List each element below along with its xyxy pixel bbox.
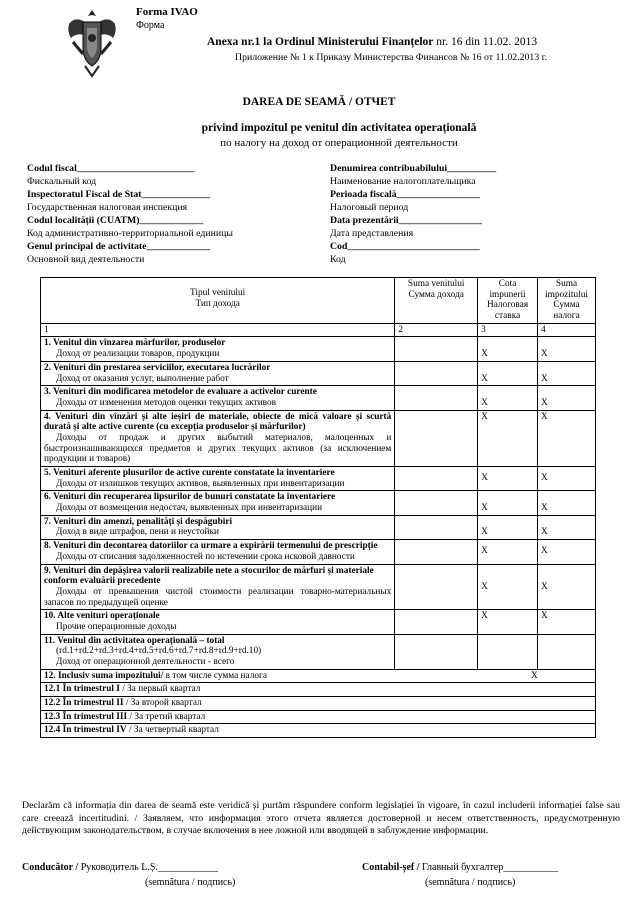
quarter-label-ru: / За первый квартал <box>119 684 201 695</box>
field-tax-inspectorate[interactable]: Inspectoratul Fiscal de Stat______________ <box>27 189 211 200</box>
table-row <box>41 540 596 564</box>
row-label-ru: Доходы от продаж и других выбытий материалов, малоценных и быстроизнашивающихся предметов и других текущих активов (за исключением продукции и товаров) <box>44 432 392 465</box>
row-rate-cell <box>478 337 538 361</box>
quarter-label-ro: 12.4 În trimestrul IV <box>44 725 127 736</box>
row-label-ro: 7. Venituri din amenzi, penalități și despăgubiri <box>44 516 233 527</box>
field-fiscal-code-ru: Фискальный код <box>27 176 97 187</box>
annex-ro <box>207 36 537 49</box>
row-rate-cell <box>478 361 538 385</box>
x-mark: X <box>541 503 548 514</box>
row-label <box>41 515 395 539</box>
row-sum-cell[interactable] <box>395 610 478 634</box>
row-rate-cell <box>478 515 538 539</box>
accountant-label-ro: Contabil-șef / <box>362 862 420 873</box>
row-rate-cell <box>478 491 538 515</box>
annex-ro-bold: Anexa nr.1 la Ordinul Ministerului Finanțelor <box>207 36 434 48</box>
row-rate-cell <box>478 540 538 564</box>
header-tax-sum-ro: Suma impozitului <box>545 279 588 300</box>
table-row-total <box>41 634 596 669</box>
quarter-label-ru: / За четвертый квартал <box>126 725 219 736</box>
row-tax-cell <box>538 515 596 539</box>
row-label-ro: 2. Venituri din prestarea serviciilor, executarea lucrărilor <box>44 362 271 373</box>
field-submission-date-ru: Дата представления <box>330 228 414 239</box>
row-rate-cell <box>478 410 538 466</box>
quarter-row-cell[interactable] <box>41 683 596 697</box>
row-label-ro: 6. Venituri din recuperarea lipsurilor de bunuri constatate la inventariere <box>44 492 336 503</box>
field-submission-date[interactable]: Data prezentării_________________ <box>330 215 482 226</box>
table-row <box>41 515 596 539</box>
row-label <box>41 564 395 610</box>
total-tax-cell <box>538 634 596 669</box>
x-mark: X <box>481 527 488 538</box>
field-code[interactable]: Cod___________________________ <box>330 241 480 252</box>
row-tax-cell <box>538 361 596 385</box>
leader-signature[interactable] <box>22 862 218 874</box>
x-mark: X <box>481 373 488 384</box>
accountant-signature-caption: (semnătura / подпись) <box>425 877 516 888</box>
row-label <box>41 361 395 385</box>
quarter-row-cell[interactable] <box>41 724 596 738</box>
row-label-ru: Доходы от изменения методов оценки текущих активов <box>56 397 277 408</box>
row-label-ru: Доход от реализации товаров, продукции <box>56 349 220 360</box>
field-code-ru: Код <box>330 254 346 265</box>
x-mark: X <box>481 546 488 557</box>
row-label-ru: Доходы от превышения чистой стоимости реализации товарно-материальных запасов по предыдущей оценке <box>44 586 392 608</box>
field-locality-code-ru: Код административно-территориальной единицы <box>27 228 233 239</box>
row-sum-cell[interactable] <box>395 491 478 515</box>
header-tax-sum <box>538 278 596 324</box>
col-num-2: 2 <box>395 323 478 337</box>
header-income-type-ru: Тип дохода <box>195 298 240 309</box>
table-row <box>41 491 596 515</box>
field-activity-ru: Основной вид деятельности <box>27 254 145 265</box>
row-label-ro: 5. Venituri aferente plusurilor de active curente constatate la inventariere <box>44 468 335 478</box>
row-rate-cell <box>478 564 538 610</box>
row-tax-cell <box>538 564 596 610</box>
row-label <box>41 386 395 410</box>
row-label-ru: Прочие операционные доходы <box>56 621 177 632</box>
tax-row-cell <box>41 669 596 683</box>
row-label-ru: Доход от оказания услуг, выполнение работ <box>56 373 229 384</box>
row-rate-cell <box>478 610 538 634</box>
row-tax-cell <box>538 610 596 634</box>
x-mark: X <box>541 527 548 538</box>
x-mark: X <box>481 503 488 514</box>
header-tax-rate-ro: Cota impunerii <box>489 279 526 300</box>
annex-ro-rest: nr. 16 din 11.02. 2013 <box>433 36 538 48</box>
header-income-type-ro: Tipul venitului <box>190 288 246 298</box>
quarter-label-ru: / За второй квартал <box>123 698 202 709</box>
row-sum-cell[interactable] <box>395 410 478 466</box>
table-row <box>41 337 596 361</box>
table-row <box>41 467 596 491</box>
row-label-ro: 1. Venitul din vînzarea mărfurilor, produselor <box>44 338 226 349</box>
table-row <box>41 386 596 410</box>
accountant-signature[interactable] <box>362 862 558 874</box>
header-tax-rate <box>478 278 538 324</box>
x-mark: X <box>541 411 548 422</box>
row-sum-cell[interactable] <box>395 467 478 491</box>
quarter-row-cell[interactable] <box>41 697 596 711</box>
row-label-ru: Доходы от возмещения недостач, выявленных при инвентаризации <box>56 503 323 514</box>
x-mark: X <box>541 349 548 360</box>
x-mark: X <box>541 546 548 557</box>
field-tax-inspectorate-ru: Государственная налоговая инспекция <box>27 202 188 213</box>
x-mark: X <box>531 670 538 681</box>
field-fiscal-period-ru: Налоговый период <box>330 202 409 213</box>
table-row-numbers <box>41 323 596 337</box>
row-label <box>41 610 395 634</box>
subtitle-ro: privind impozitul pe venitul din activitatea operațională <box>201 122 477 134</box>
coat-of-arms-icon <box>63 6 121 78</box>
row-tax-cell <box>538 540 596 564</box>
annex-ru: Приложение № 1 к Приказу Министерства Финансов № 16 от 11.02.2013 г. <box>235 52 548 63</box>
quarter-row-cell[interactable] <box>41 710 596 724</box>
field-taxpayer-name[interactable]: Denumirea contribuabilului__________ <box>330 163 497 174</box>
row-label-ro: 9. Venituri din depășirea valorii realizabile nete a stocurilor de mărfuri și materiale conform evaluării precedente <box>44 565 374 587</box>
tax-label-ru: в том числе сумма налога <box>163 670 267 681</box>
table-row-tax <box>41 669 596 683</box>
header-tax-sum-ru: Сумма налога <box>553 300 580 322</box>
table-row <box>41 610 596 634</box>
header-income-type <box>41 278 395 324</box>
x-mark: X <box>481 411 488 422</box>
tax-label-ro: 12. Inclusiv suma impozitului/ <box>44 670 164 681</box>
field-fiscal-period[interactable]: Perioada fiscală_________________ <box>330 189 480 200</box>
row-rate-cell <box>478 467 538 491</box>
quarter-label-ro: 12.1 În trimestrul I <box>44 684 120 695</box>
quarter-label-ro: 12.3 În trimestrul III <box>44 711 128 722</box>
row-label <box>41 410 395 466</box>
row-label-ru: Доходы от списания задолженностей по истечении срока исковой давности <box>56 551 355 562</box>
row-label <box>41 634 395 669</box>
col-num-1: 1 <box>41 323 395 337</box>
total-label-ru: Доход от операционной деятельности - всего <box>56 657 235 667</box>
leader-label-ru: Руководитель L.Ș.____________ <box>78 862 218 873</box>
row-sum-cell[interactable] <box>395 386 478 410</box>
col-num-4: 4 <box>538 323 596 337</box>
x-mark: X <box>481 473 488 484</box>
table-row <box>41 564 596 610</box>
x-mark: X <box>541 611 548 622</box>
header-income-sum <box>395 278 478 324</box>
row-label-ro: 10. Alte venituri operaționale <box>44 611 160 622</box>
row-sum-cell[interactable] <box>395 361 478 385</box>
row-label <box>41 491 395 515</box>
table-row-quarter <box>41 724 596 738</box>
row-sum-cell[interactable] <box>395 337 478 361</box>
quarter-label-ro: 12.2 În trimestrul II <box>44 698 124 709</box>
x-mark: X <box>541 473 548 484</box>
header-tax-rate-ru: Налоговая ставка <box>486 300 529 322</box>
declaration-text: Declarăm că informația din darea de seamă este veridică și purtăm răspundere conform legislației în vigoare, în cazul includerii informației false sau care creează incertitudini. / Заявляем, что информация этого отчета является достоверной и несем ответственность, предусмотренную действующим законодательством, в случае включения в нее ложной или вводящей в заблуждение информации. <box>22 800 620 837</box>
row-tax-cell <box>538 410 596 466</box>
total-sum-cell[interactable] <box>395 634 478 669</box>
header-income-sum-ru: Сумма дохода <box>408 289 464 300</box>
x-mark: X <box>481 581 488 592</box>
row-rate-cell <box>478 386 538 410</box>
row-tax-cell <box>538 467 596 491</box>
table-row-quarter <box>41 697 596 711</box>
row-label-ro: 3. Venituri din modificarea metodelor de evaluare a activelor curente <box>44 387 317 398</box>
leader-signature-caption: (semnătura / подпись) <box>145 877 236 888</box>
row-tax-cell <box>538 386 596 410</box>
quarter-label-ru: / За третий квартал <box>127 711 206 722</box>
field-locality-code[interactable]: Codul localității (CUATM)_____________ <box>27 215 204 226</box>
row-label <box>41 337 395 361</box>
total-formula: (rd.1+rd.2+rd.3+rd.4+rd.5+rd.6+rd.7+rd.8+rd.9+rd.10) <box>56 646 262 657</box>
x-mark: X <box>541 373 548 384</box>
field-fiscal-code[interactable]: Codul fiscal________________________ <box>27 163 195 174</box>
form-subtitle: Форма <box>136 20 165 31</box>
x-mark: X <box>481 349 488 360</box>
x-mark: X <box>481 611 488 622</box>
document-title: DAREA DE SEAMĂ / ОТЧЕТ <box>242 96 396 108</box>
table-row-quarter <box>41 710 596 724</box>
row-label <box>41 467 395 491</box>
row-label-ro: 4. Venituri din vînzări și alte ieșiri de materiale, obiecte de mică valoare și scurtă durată și alte active curente (cu excepția produselor și mărfurilor) <box>44 411 392 433</box>
table-row-quarter <box>41 683 596 697</box>
table-row <box>41 361 596 385</box>
field-taxpayer-name-ru: Наименование налогоплательщика <box>330 176 476 187</box>
total-label-ro: 11. Venitul din activitatea operațională – total <box>44 635 225 646</box>
row-label-ro: 8. Venituri din decontarea datoriilor ca urmare a expirării termenului de prescripție <box>44 541 378 552</box>
table-header-row <box>41 278 596 324</box>
row-sum-cell[interactable] <box>395 564 478 610</box>
x-mark: X <box>541 581 548 592</box>
accountant-label-ru: Главный бухгалтер___________ <box>419 862 559 873</box>
field-activity[interactable]: Genul principal de activitate_____________ <box>27 241 211 252</box>
row-tax-cell <box>538 491 596 515</box>
row-label-ru: Доход в виде штрафов, пени и неустойки <box>56 527 219 538</box>
subtitle-ru: по налогу на доход от операционной деятельности <box>220 137 458 149</box>
row-tax-cell <box>538 337 596 361</box>
header-income-sum-ro: Suma venitului <box>407 279 465 289</box>
leader-label-ro: Conducător / <box>22 862 79 873</box>
x-mark: X <box>541 397 548 408</box>
row-sum-cell[interactable] <box>395 540 478 564</box>
total-rate-cell <box>478 634 538 669</box>
row-sum-cell[interactable] <box>395 515 478 539</box>
form-title: Forma IVAO <box>136 6 198 18</box>
table-row <box>41 410 596 466</box>
x-mark: X <box>481 397 488 408</box>
row-label-ru: Доходы от излишков текущих активов, выявленных при инвентаризации <box>56 478 345 489</box>
col-num-3: 3 <box>478 323 538 337</box>
row-label <box>41 540 395 564</box>
income-table <box>40 277 596 738</box>
